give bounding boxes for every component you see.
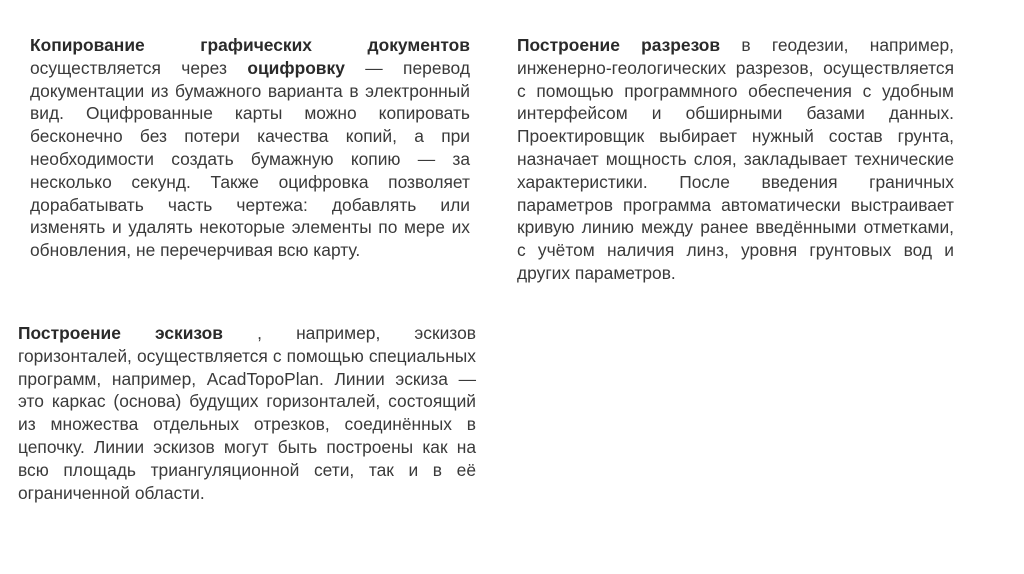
copying-text-part1: осуществляется через — [30, 57, 227, 78]
text-block-sketches — [18, 322, 476, 504]
keyword-digitization: оцифровку — [247, 57, 345, 78]
text-block-sections — [517, 34, 954, 285]
heading-sections: Построение разрезов — [517, 35, 721, 55]
text-block-copying — [30, 34, 470, 262]
heading-sketches: Построение эскизов — [18, 323, 223, 343]
copying-text-part2: — перевод документации из бумажного варианта в электронный вид. Оцифрованные карты можно копировать бесконечно без потери качества копий, а при необходимости создать бумажную копию — за несколько секунд. Также оцифровка позволяет дорабатывать часть чертежа: добавлять или изменять и удалять некоторые элементы по мере их обновления, не перечерчивая всю карту. — [30, 57, 470, 261]
sketches-text: , например, эскизов горизонталей, осуществляется с помощью специальных программ, например, AcadTopoPlan. Линии эскиза — это каркас (основа) будущих горизонталей, состоящий из множества отдельных отрезков, соединённых в цепочку. Линии эскизов могут быть построены как на всю площадь триангуляционной сети, так и в её ограниченной области. — [18, 323, 476, 503]
sections-text: в геодезии, например, инженерно-геологических разрезов, осуществляется с помощью программного обеспечения с удобным интерфейсом и обширными базами данных. Проектировщик выбирает нужный состав грунта, назначает мощность слоя, закладывает технические характеристики. После введения граничных параметров программа автоматически выстраивает кривую линию между ранее введёнными отметками, с учётом наличия линз, уровня грунтовых вод и других параметров. — [517, 35, 954, 283]
heading-copying: Копирование графических документов — [30, 35, 470, 55]
